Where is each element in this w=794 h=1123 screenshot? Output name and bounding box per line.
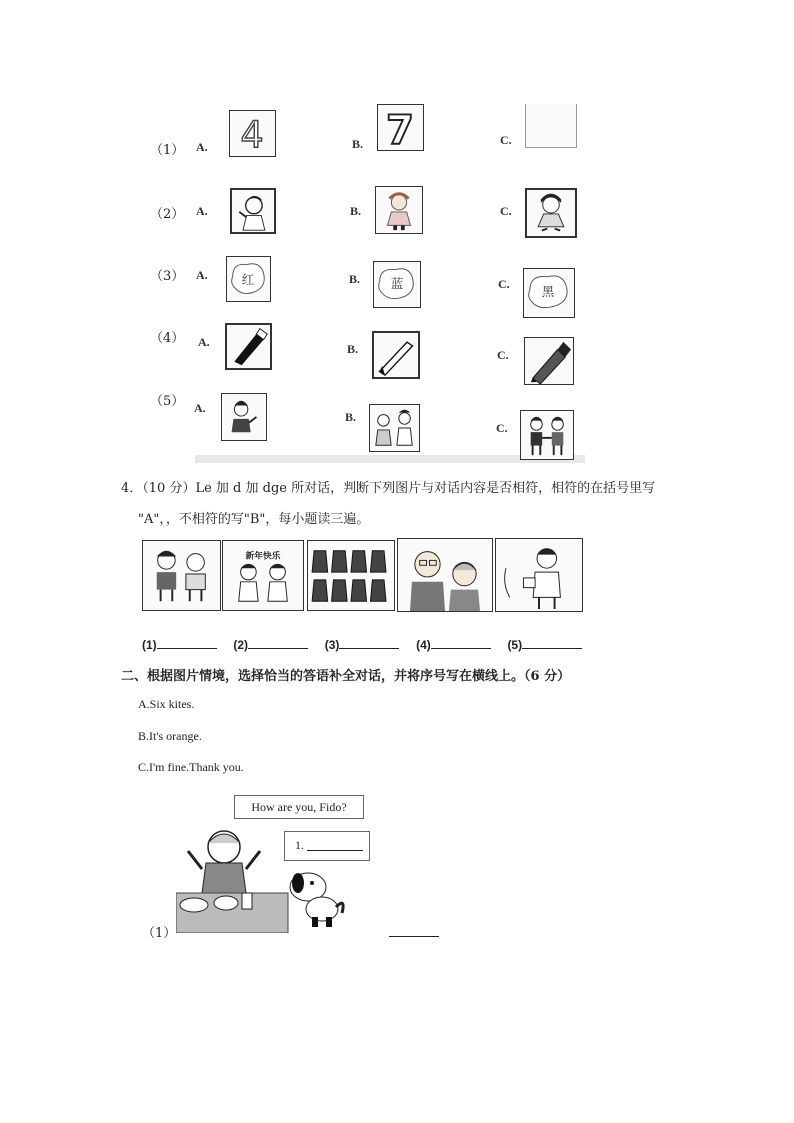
- blank-card-icon[interactable]: [525, 104, 577, 148]
- red-character: 红: [241, 271, 255, 287]
- q4-instruction-line1: 4．（10 分）Le 加 d 加 dge 所对话，判断下列图片与对话内容是否相符，相符的在括号里写: [121, 481, 656, 496]
- number-four-icon[interactable]: [229, 110, 276, 157]
- new-year-banner-icon[interactable]: [222, 540, 304, 611]
- q4-blank-label-1: (1): [142, 638, 157, 652]
- q4-blank-4[interactable]: [431, 636, 491, 649]
- children-group-icon[interactable]: [369, 404, 420, 452]
- number-seven-icon[interactable]: [377, 104, 424, 151]
- boy-with-book-icon[interactable]: [495, 538, 583, 612]
- q4-blank-3[interactable]: [339, 636, 399, 649]
- q4-blank-label-3: (3): [324, 638, 340, 652]
- q4-blank-5[interactable]: [522, 636, 582, 649]
- crayon-icon[interactable]: [524, 337, 574, 385]
- digit-seven-text: 7: [386, 107, 415, 150]
- q3-row4-number: （4）: [150, 331, 185, 346]
- q4-blank-label-2: (2): [233, 638, 249, 652]
- q3-row1-option-c: C.: [500, 133, 512, 147]
- banner-text: 新年快乐: [245, 551, 281, 562]
- q4-answer-blanks: [142, 636, 582, 652]
- q3-row4-option-c: C.: [497, 348, 509, 362]
- bubble-answer-number: 1.: [295, 838, 304, 852]
- girl-dress-icon[interactable]: [525, 188, 577, 238]
- choice-a: A.Six kites.: [138, 697, 195, 711]
- q4-blank-label-4: (4): [416, 638, 431, 652]
- scene-answer-blank[interactable]: [389, 936, 439, 937]
- q3-row4-option-a: A.: [198, 335, 210, 349]
- dialogue-scene: [176, 793, 386, 933]
- color-card-red-icon[interactable]: [226, 256, 271, 302]
- black-character: 黑: [541, 283, 555, 299]
- digit-four-text: 4: [240, 113, 264, 156]
- q3-row5-option-c: C.: [496, 421, 508, 435]
- pencil-icon[interactable]: [372, 331, 420, 379]
- section-2-title: 二、根据图片情境，选择恰当的答语补全对话，并将序号写在横线上。（6 分）: [121, 669, 571, 684]
- grandparents-icon[interactable]: [397, 538, 493, 612]
- q4-blank-1[interactable]: [157, 636, 217, 649]
- q3-row5-number: （5）: [150, 394, 185, 409]
- speech-bubble-question: [234, 795, 364, 819]
- child-icon[interactable]: [221, 393, 267, 441]
- bubble-question-text: How are you, Fido?: [251, 800, 347, 814]
- q3-row3-number: （3）: [150, 269, 185, 284]
- q3-row4-option-b: B.: [347, 342, 359, 356]
- boy-and-dog-illustration: [176, 821, 386, 933]
- bags-grid-icon[interactable]: [307, 540, 395, 611]
- q4-blank-2[interactable]: [248, 636, 308, 649]
- q3-row1-number: （1）: [150, 143, 185, 158]
- q3-row5-option-a: A.: [194, 401, 206, 415]
- q3-row3-option-c: C.: [498, 277, 510, 291]
- q3-row3-option-a: A.: [196, 268, 208, 282]
- color-card-black-icon[interactable]: [523, 268, 575, 318]
- q3-row2-option-b: B.: [350, 204, 362, 218]
- q3-row2-option-c: C.: [500, 204, 512, 218]
- blue-character: 蓝: [390, 275, 404, 291]
- q4-instruction-line2: "A"，，不相符的写"B"，每小题读三遍。: [138, 512, 370, 527]
- choice-b: B.It's orange.: [138, 729, 202, 743]
- boys-pair-icon[interactable]: [142, 540, 221, 611]
- scene-number: （1）: [142, 926, 177, 941]
- marker-icon[interactable]: [225, 323, 272, 370]
- q3-row1-option-a: A.: [196, 140, 208, 154]
- girl-waving-icon[interactable]: [230, 188, 276, 234]
- color-card-blue-icon[interactable]: [373, 261, 421, 308]
- girl-doll-icon[interactable]: [375, 186, 423, 234]
- q4-blank-label-5: (5): [507, 638, 523, 652]
- q3-row3-option-b: B.: [349, 272, 361, 286]
- two-kids-icon[interactable]: [520, 410, 574, 460]
- choice-c: C.I'm fine.Thank you.: [138, 760, 244, 774]
- q3-row5-option-b: B.: [345, 410, 357, 424]
- q3-row1-option-b: B.: [352, 137, 364, 151]
- q3-row2-option-a: A.: [196, 204, 208, 218]
- q3-row2-number: （2）: [150, 207, 185, 222]
